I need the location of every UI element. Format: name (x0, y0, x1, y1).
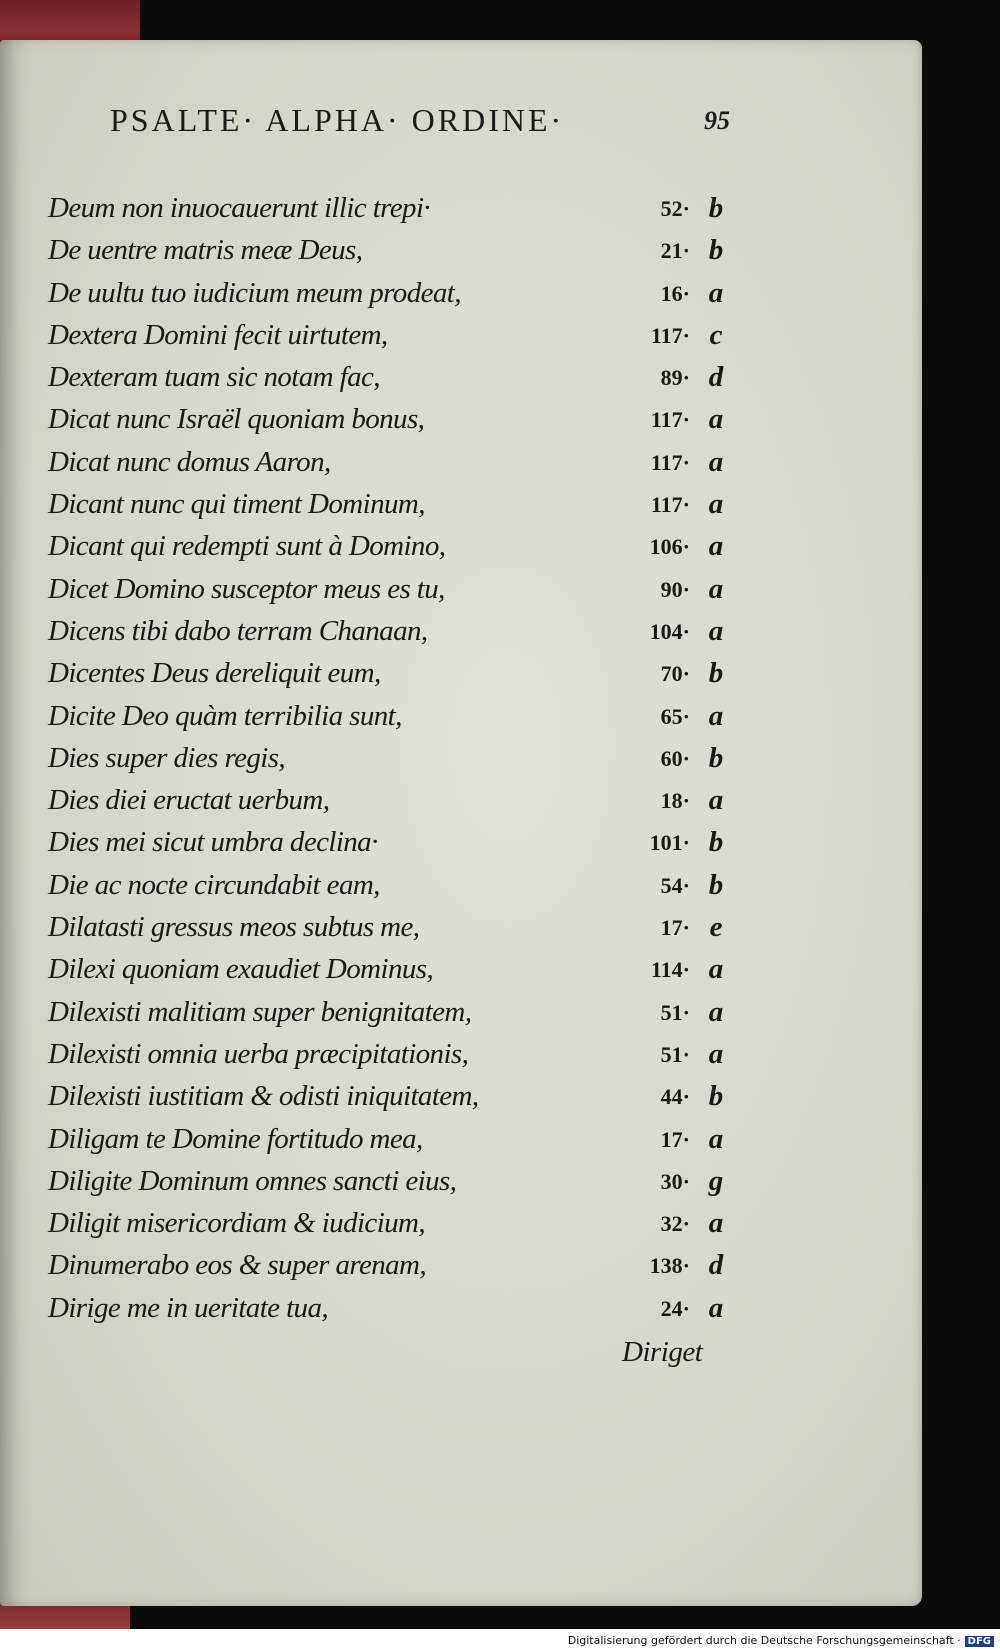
index-entry (48, 446, 728, 488)
psalm-number: 106· (649, 534, 690, 560)
psalm-number: 24· (660, 1295, 690, 1321)
section-letter: a (708, 572, 724, 605)
dfg-logo: DFG (965, 1636, 994, 1647)
index-entry (48, 530, 728, 572)
verse-incipit: Dilexi quoniam exaudiet Dominus, (48, 953, 434, 986)
section-letter: a (708, 1207, 724, 1240)
verse-incipit: Dexteram tuam sic notam fac, (48, 361, 380, 394)
footer-bar (0, 1629, 1000, 1649)
psalm-number: 65· (660, 703, 690, 729)
index-entry (48, 277, 728, 319)
verse-incipit: Dilexisti omnia uerba præcipitationis, (48, 1037, 469, 1070)
section-letter: b (708, 657, 724, 690)
verse-incipit: Die ac nocte circundabit eam, (48, 868, 380, 901)
psalm-number: 104· (649, 618, 690, 644)
index-entry (48, 996, 728, 1038)
psalm-number: 18· (660, 788, 690, 814)
index-entry (48, 657, 728, 699)
index-entry (48, 573, 728, 615)
index-entry (48, 192, 728, 234)
section-letter: c (709, 318, 723, 351)
psalm-number: 60· (660, 745, 690, 771)
psalm-number: 117· (650, 407, 690, 433)
page-header (110, 102, 730, 148)
psalm-number: 51· (660, 999, 690, 1025)
verse-incipit: Dies mei sicut umbra declina· (48, 826, 378, 859)
verse-incipit: Diligite Dominum omnes sancti eius, (48, 1164, 457, 1197)
verse-incipit: De uultu tuo iudicium meum prodeat, (48, 276, 461, 309)
section-letter: a (708, 530, 724, 563)
verse-incipit: Dilexisti malitiam super benignitatem, (48, 995, 472, 1028)
running-title: PSALTE· ALPHA· ORDINE· (110, 102, 565, 138)
verse-incipit: Dinumerabo eos & super arenam, (48, 1249, 427, 1282)
index-entry (48, 234, 728, 276)
psalm-number: 17· (660, 915, 690, 941)
verse-incipit: Dies diei eructat uerbum, (48, 784, 330, 817)
index-entry (48, 1123, 728, 1165)
section-letter: a (708, 1122, 724, 1155)
verse-incipit: Dicant qui redempti sunt à Domino, (48, 530, 446, 563)
index-entries (48, 192, 728, 1334)
index-entry (48, 488, 728, 530)
section-letter: a (708, 403, 724, 436)
footer-credit (568, 1634, 994, 1647)
verse-incipit: Dies super dies regis, (48, 741, 286, 774)
index-entry (48, 784, 728, 826)
psalm-number: 117· (650, 322, 690, 348)
psalm-number: 17· (660, 1126, 690, 1152)
verse-incipit: Dicet Domino susceptor meus es tu, (48, 572, 445, 605)
verse-incipit: Dilexisti iustitiam & odisti iniquitatem, (48, 1080, 479, 1113)
index-entry (48, 953, 728, 995)
verse-incipit: Diligit misericordiam & iudicium, (48, 1207, 426, 1240)
psalm-number: 70· (660, 661, 690, 687)
section-letter: a (708, 1037, 724, 1070)
psalm-number: 52· (660, 196, 690, 221)
psalm-number: 117· (650, 492, 690, 518)
psalm-number: 30· (660, 1168, 690, 1194)
index-entry (48, 1165, 728, 1207)
psalm-number: 21· (660, 238, 690, 264)
section-letter: b (708, 741, 724, 774)
verse-incipit: Dicentes Deus dereliquit eum, (48, 657, 381, 690)
section-letter: d (708, 1249, 724, 1282)
psalm-number: 16· (660, 280, 690, 306)
section-letter: b (708, 826, 724, 859)
section-letter: a (708, 276, 724, 309)
index-entry (48, 911, 728, 953)
index-entry (48, 700, 728, 742)
verse-incipit: Dicant nunc qui timent Dominum, (48, 488, 425, 521)
section-letter: g (708, 1164, 724, 1197)
verse-incipit: Dicite Deo quàm terribilia sunt, (48, 699, 402, 732)
index-entry (48, 869, 728, 911)
verse-incipit: Dilatasti gressus meos subtus me, (48, 911, 420, 944)
verse-incipit: Dicat nunc domus Aaron, (48, 445, 331, 478)
section-letter: e (709, 911, 723, 944)
psalm-number: 90· (660, 576, 690, 602)
book-page (0, 40, 922, 1606)
section-letter: a (708, 953, 724, 986)
book-spine-bottom (0, 1603, 130, 1629)
psalm-number: 44· (660, 1084, 690, 1110)
psalm-number: 54· (660, 872, 690, 898)
section-letter: b (708, 192, 724, 224)
section-letter: b (708, 868, 724, 901)
section-letter: d (708, 361, 724, 394)
section-letter: a (708, 699, 724, 732)
psalm-number: 51· (660, 1041, 690, 1067)
index-entry (48, 615, 728, 657)
verse-incipit: Dicat nunc Israël quoniam bonus, (48, 403, 425, 436)
footer-credit-text: Digitalisierung gefördert durch die Deutsche Forschungsgemeinschaft · (567, 1634, 961, 1647)
section-letter: b (708, 1080, 724, 1113)
index-entry (48, 1292, 728, 1334)
index-entry (48, 826, 728, 868)
index-entry (48, 1207, 728, 1249)
index-entry (48, 742, 728, 784)
verse-incipit: Dicens tibi dabo terram Chanaan, (48, 614, 428, 647)
psalm-number: 101· (649, 830, 690, 856)
index-entry (48, 1249, 728, 1291)
index-entry (48, 361, 728, 403)
section-letter: a (708, 1291, 724, 1324)
psalm-number: 117· (650, 449, 690, 475)
verse-incipit: De uentre matris meæ Deus, (48, 234, 363, 267)
index-entry (48, 319, 728, 361)
psalm-number: 32· (660, 1211, 690, 1237)
psalm-number: 89· (660, 365, 690, 391)
section-letter: a (708, 614, 724, 647)
section-letter: a (708, 445, 724, 478)
psalm-number: 138· (649, 1253, 690, 1279)
section-letter: a (708, 784, 724, 817)
section-letter: a (708, 488, 724, 521)
psalm-number: 114· (650, 957, 690, 983)
section-letter: a (708, 995, 724, 1028)
index-entry (48, 1038, 728, 1080)
verse-incipit: Diligam te Domine fortitudo mea, (48, 1122, 423, 1155)
catchword: Diriget (622, 1336, 703, 1368)
page-number: 95 (704, 106, 730, 135)
verse-incipit: Dirige me in ueritate tua, (48, 1291, 328, 1324)
verse-incipit: Deum non inuocauerunt illic trepi· (48, 192, 431, 224)
verse-incipit: Dextera Domini fecit uirtutem, (48, 318, 388, 351)
section-letter: b (708, 234, 724, 267)
index-entry (48, 403, 728, 445)
index-entry (48, 1080, 728, 1122)
